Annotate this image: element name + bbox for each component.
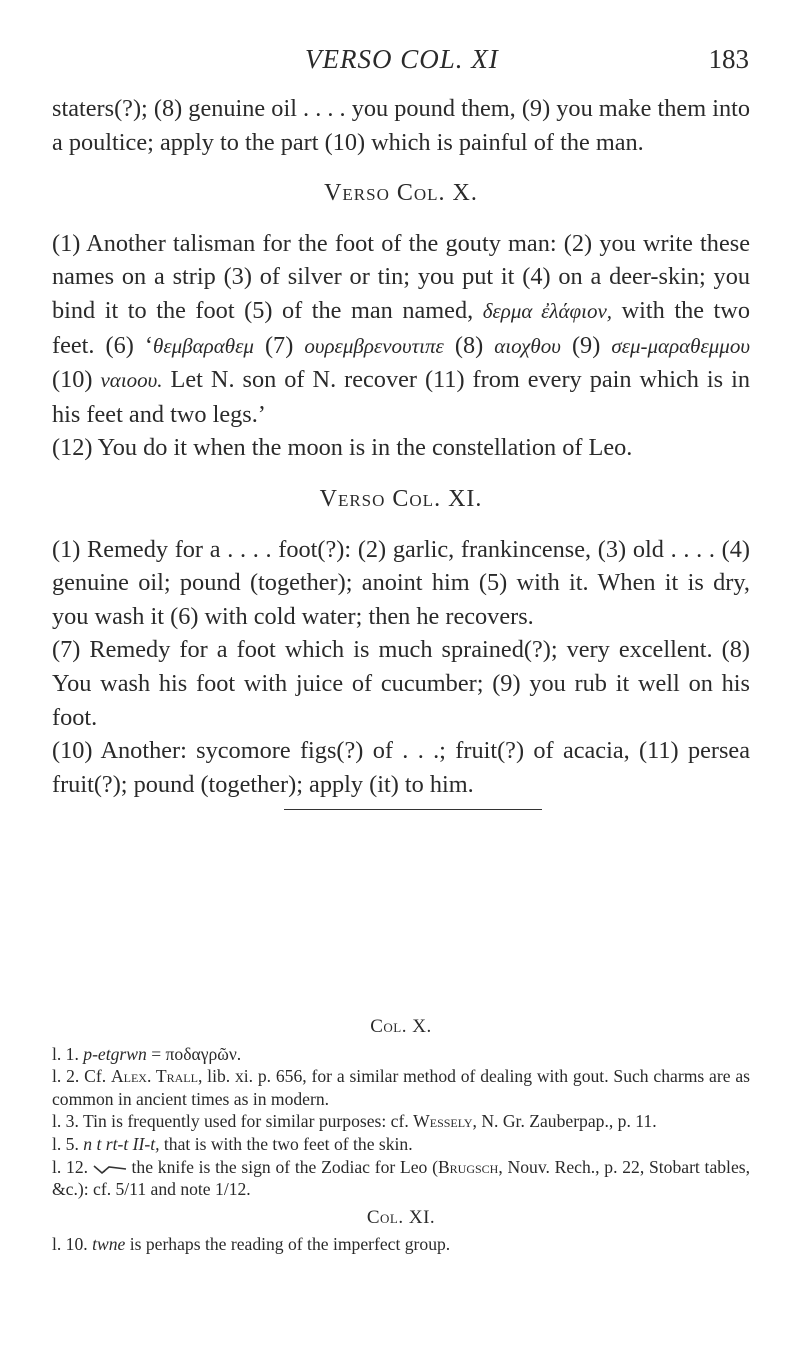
running-title: VERSO COL. XI xyxy=(305,44,499,74)
note-label: l. 5. xyxy=(52,1133,84,1154)
section-heading-col-xi: Verso Col. XI. xyxy=(319,485,483,512)
col-x-num-10: (10) xyxy=(52,366,101,394)
note-citation: Brugsch, xyxy=(437,1156,503,1177)
note-line-3 xyxy=(52,1110,750,1133)
main-text xyxy=(52,92,750,810)
note-line-2 xyxy=(52,1065,750,1110)
greek-word-6: ναιοου. xyxy=(100,368,163,393)
col-x-num-9: (9) xyxy=(560,331,612,359)
footnotes xyxy=(52,1016,750,1256)
note-label: l. 10. xyxy=(52,1234,93,1255)
note-text: = ποδαγρῶν. xyxy=(146,1043,242,1064)
note-transliteration: p-etgrwn xyxy=(83,1043,147,1064)
greek-word-1: δερμα ἐλάφιον, xyxy=(482,298,613,323)
note-line-10 xyxy=(52,1233,750,1256)
notes-heading-col-xi: Col. XI. xyxy=(366,1206,436,1228)
col-xi-paragraph-1: (1) Remedy for a . . . . foot(?): (2) garlic, frankincense, (3) old . . . . (4) genuine oil; pound (together); anoint him (5) with it. When it is dry, you wash it (6) with cold water; then he recovers. xyxy=(52,535,750,630)
note-transliteration: twne xyxy=(92,1234,126,1255)
col-x-num-8: (8) xyxy=(443,331,495,359)
note-citation: Alex. Trall, xyxy=(110,1066,203,1087)
note-label: l. 1. xyxy=(52,1043,84,1064)
notes-heading-col-x: Col. X. xyxy=(370,1016,432,1037)
note-text: Tin is frequently used for similar purposes: cf. xyxy=(82,1111,414,1132)
note-line-12 xyxy=(52,1156,750,1201)
col-x-text-b: with the two feet. (6) ‘ xyxy=(52,296,750,359)
greek-word-3: ουρεμβρενουτιπε xyxy=(304,333,444,358)
col-x-paragraph-2: (12) You do it when the moon is in the constellation of Leo. xyxy=(52,434,633,462)
note-text: lib. xi. p. 656, for a similar method of dealing with gout. Such charms are as common in ancient times as in modern. xyxy=(52,1066,750,1109)
note-citation: Wessely, xyxy=(413,1111,477,1132)
col-x-paragraph-1 xyxy=(52,227,750,432)
greek-word-2: θεμβαραθεμ xyxy=(153,333,254,358)
footnote-divider xyxy=(284,809,542,810)
note-text: N. Gr. Zauberpap., p. 11. xyxy=(476,1111,657,1132)
greek-word-5: σεμ-μαραθεμμου xyxy=(611,333,750,358)
col-x-text-c: Let N. son of N. recover (11) from every pain which is in his feet and two legs.’ xyxy=(52,366,751,428)
greek-word-4: αιοχθου xyxy=(494,333,561,358)
note-line-5 xyxy=(52,1133,750,1156)
col-x-num-7: (7) xyxy=(253,331,305,359)
note-label: l. 12. xyxy=(52,1156,93,1177)
knife-sign-icon xyxy=(93,1163,127,1175)
intro-paragraph: staters(?); (8) genuine oil . . . . you pound them, (9) you make them into a poultice; apply to the part (10) which is painful of the man. xyxy=(52,95,750,156)
note-text: that is with the two feet of the skin. xyxy=(159,1133,413,1154)
note-text: the knife is the sign of the Zodiac for Leo ( xyxy=(126,1156,438,1177)
note-text: is perhaps the reading of the imperfect group. xyxy=(125,1234,451,1255)
page-number: 183 xyxy=(708,44,749,74)
col-xi-paragraph-2: (7) Remedy for a foot which is much sprained(?); very excellent. (8) You wash his foot with juice of cucumber; (9) you rub it well on his foot. xyxy=(52,636,750,731)
note-label: l. 2. Cf. xyxy=(52,1066,111,1087)
col-x-text-a: (1) Another talisman for the foot of the gouty man: (2) you write these names on a strip (3) of silver or tin; you put it (4) on a deer-skin; you bind it to the foot (5) of the man named, xyxy=(52,229,750,324)
section-heading-col-x: Verso Col. X. xyxy=(324,180,478,207)
col-xi-paragraph-3: (10) Another: sycomore figs(?) of . . .; fruit(?) of acacia, (11) persea fruit(?); pound (together); apply (it) to him. xyxy=(52,737,750,798)
note-line-1 xyxy=(52,1043,750,1066)
page-header xyxy=(0,44,801,80)
note-text: Nouv. Rech., p. 22, Stobart tables, &c.): cf. 5/11 and note 1/12. xyxy=(52,1156,750,1200)
note-label: l. 3. xyxy=(52,1111,83,1132)
note-transliteration: n t rt-t II-t, xyxy=(83,1133,160,1154)
